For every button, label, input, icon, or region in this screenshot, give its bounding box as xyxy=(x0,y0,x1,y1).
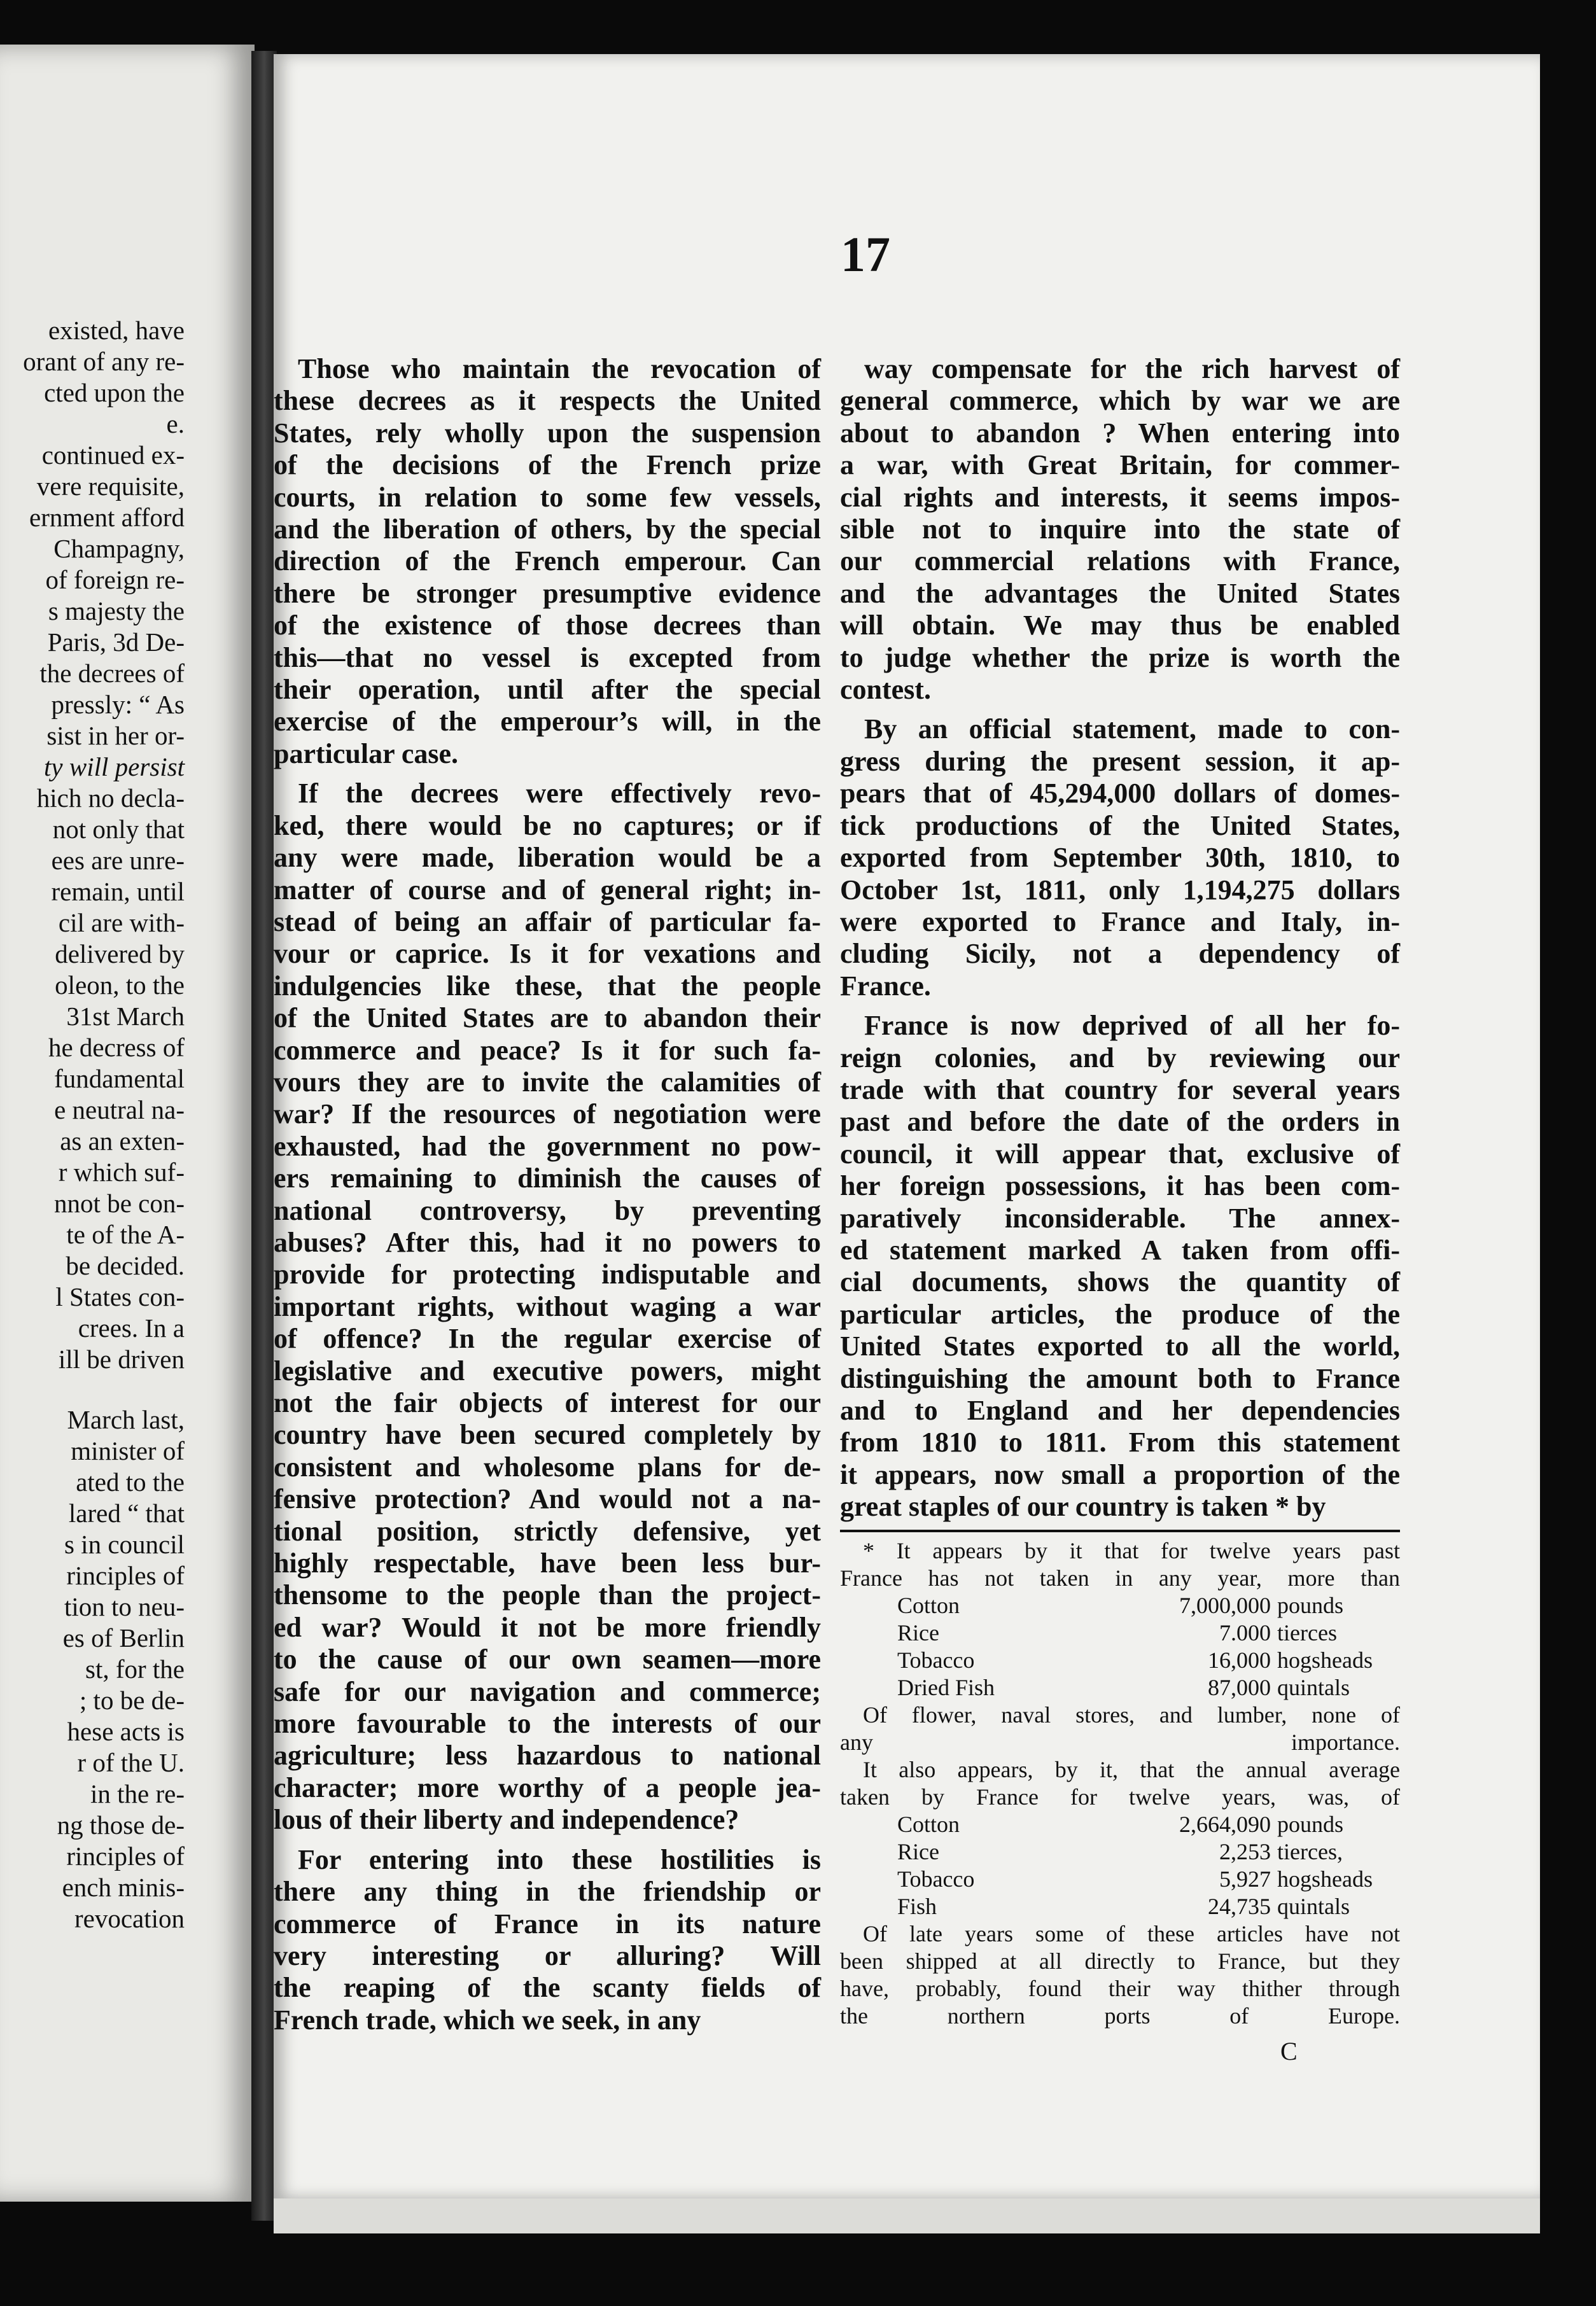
paragraph-gap xyxy=(274,1836,821,1844)
left-page-line: s majesty the xyxy=(48,596,185,625)
text-line: October 1st, 1811, only 1,194,275 dollars xyxy=(840,874,1400,905)
footnote-row xyxy=(897,1838,1400,1866)
text-line: consistent and wholesome plans for de- xyxy=(274,1451,821,1483)
text-line: a war, with Great Britain, for commer- xyxy=(840,449,1400,481)
footnote-line: been shipped at all directly to France, but they xyxy=(840,1948,1400,1974)
footnote-rule xyxy=(840,1530,1400,1532)
text-line: to the cause of our own seamen—more xyxy=(274,1644,821,1675)
paragraph xyxy=(274,778,821,1836)
paragraph-gap xyxy=(840,706,1400,713)
paragraph-gap xyxy=(274,770,821,778)
left-page-gap xyxy=(0,1375,185,1404)
footnote-cell-amount: 24,735 xyxy=(1208,1893,1271,1919)
left-page-line: as an exten- xyxy=(60,1126,185,1156)
paragraph xyxy=(840,713,1400,1002)
text-line: cial rights and interests, it seems impos- xyxy=(840,481,1400,513)
text-line: cial documents, shows the quantity of xyxy=(840,1266,1400,1298)
text-line: way compensate for the rich harvest of xyxy=(864,353,1400,384)
text-line: trade with that country for several years xyxy=(840,1073,1400,1105)
left-page-line: ng those de- xyxy=(57,1810,185,1840)
footnote-line: have, probably, found their way thither through xyxy=(840,1975,1400,2001)
text-line: indulgencies like these, that the people xyxy=(274,970,821,1002)
signature-mark: C xyxy=(1280,2037,1298,2065)
footnote-line: any importance. xyxy=(840,1729,1400,1755)
text-line: her foreign possessions, it has been com- xyxy=(840,1170,1400,1202)
left-page-line: hese acts is xyxy=(67,1717,185,1746)
text-line: commerce and peace? Is it for such fa- xyxy=(274,1034,821,1066)
footnote-line: the northern ports of Europe. xyxy=(840,2002,1400,2029)
left-page-line: e. xyxy=(166,409,185,438)
footnote-cell-unit: hogsheads xyxy=(1277,1866,1373,1892)
left-page-line: sist in her or- xyxy=(46,721,185,750)
text-line: of offence? In the regular exercise of xyxy=(274,1323,821,1355)
text-line: agriculture; less hazardous to national xyxy=(274,1740,821,1771)
text-line: and the liberation of others, by the special xyxy=(274,514,821,545)
text-line: great staples of our country is taken * by xyxy=(840,1491,1326,1523)
footnote-cell-amount: 5,927 xyxy=(1219,1866,1271,1892)
text-line: particular case. xyxy=(274,737,459,769)
left-page-line: revocation xyxy=(74,1904,185,1933)
left-page-line: l States con- xyxy=(55,1282,185,1311)
text-line: exported from September 30th, 1810, to xyxy=(840,842,1400,874)
text-line: Those who maintain the revocation of xyxy=(298,353,821,384)
left-page-line: lared “ that xyxy=(68,1499,185,1528)
footnote-row xyxy=(897,1674,1400,1702)
left-page-line: oleon, to the xyxy=(55,970,185,1000)
footnote-cell-amount: 7.000 xyxy=(1219,1619,1271,1646)
text-line: more favourable to the interests of our xyxy=(274,1708,821,1740)
paragraph xyxy=(840,353,1400,706)
text-line: our commercial relations with France, xyxy=(840,545,1400,577)
left-page-line: pressly: “ As xyxy=(51,690,185,719)
footnote-cell-amount: 87,000 xyxy=(1208,1674,1271,1700)
text-line: States, rely wholly upon the suspension xyxy=(274,417,821,449)
left-page-line: nnot be con- xyxy=(54,1189,185,1218)
text-line: By an official statement, made to con- xyxy=(864,713,1400,745)
footnote-line: France has not taken in any year, more than xyxy=(840,1565,1400,1591)
text-line: French trade, which we seek, in any xyxy=(274,2004,701,2036)
text-column-left xyxy=(274,353,821,2036)
footnote-cell-unit: quintals xyxy=(1277,1674,1350,1700)
text-line: cluding Sicily, not a dependency of xyxy=(840,938,1400,970)
left-page-line: hich no decla- xyxy=(36,783,185,813)
text-line: tick productions of the United States, xyxy=(840,809,1400,841)
text-line: country have been secured completely by xyxy=(274,1419,821,1451)
text-line: distinguishing the amount both to France xyxy=(840,1362,1400,1394)
text-line: stead of being an affair of particular fa- xyxy=(274,905,821,937)
left-page-line: cil are with- xyxy=(58,908,185,937)
text-line: abuses? After this, had it no powers to xyxy=(274,1226,821,1258)
footnote-cell-unit: pounds xyxy=(1277,1592,1344,1618)
book-spine xyxy=(251,51,277,2221)
left-page-line: ated to the xyxy=(76,1467,185,1497)
text-line: fensive protection? And would not a na- xyxy=(274,1483,821,1515)
left-page-line: minister of xyxy=(71,1436,185,1465)
footnote-table xyxy=(897,1592,1400,1702)
text-line: and to England and her dependencies xyxy=(840,1395,1400,1426)
left-page-line: ernment afford xyxy=(29,503,185,532)
text-line: important rights, without waging a war xyxy=(274,1290,821,1322)
text-line: thensome to the people than the project- xyxy=(274,1579,821,1611)
left-page-line: not only that xyxy=(52,814,185,844)
left-page-line: the decrees of xyxy=(39,659,185,688)
text-line: council, it will appear that, exclusive of xyxy=(840,1138,1400,1170)
left-page-line: te of the A- xyxy=(66,1220,185,1249)
text-line: of the United States are to abandon their xyxy=(274,1002,821,1034)
text-line: ed war? Would it not be more friendly xyxy=(274,1611,821,1643)
footnote-row xyxy=(897,1811,1400,1838)
left-page-line: ees are unre- xyxy=(51,846,185,875)
text-line: highly respectable, have been less bur- xyxy=(274,1548,821,1579)
footnote-cell-unit: hogsheads xyxy=(1277,1647,1373,1673)
footnote-line: It also appears, by it, that the annual average xyxy=(863,1756,1400,1782)
left-page-line: Paris, 3d De- xyxy=(47,627,185,657)
text-line: the reaping of the scanty fields of xyxy=(274,1972,821,2004)
text-line: pears that of 45,294,000 dollars of domes- xyxy=(840,778,1400,809)
left-page-line: 31st March xyxy=(66,1002,185,1031)
footnote-row xyxy=(897,1619,1400,1647)
left-page-line: ench minis- xyxy=(62,1873,185,1902)
footnote-cell-amount: 7,000,000 xyxy=(1179,1592,1271,1618)
text-line: were exported to France and Italy, in- xyxy=(840,905,1400,937)
footnote-cell-unit: quintals xyxy=(1277,1893,1350,1919)
text-line: matter of course and of general right; in- xyxy=(274,874,821,905)
text-column-right xyxy=(840,353,1400,2030)
right-column-body xyxy=(840,353,1400,1523)
footnote-row xyxy=(897,1647,1400,1674)
text-line: safe for our navigation and commerce; xyxy=(274,1675,821,1707)
left-page-line: vere requisite, xyxy=(36,472,185,501)
text-line: reign colonies, and by reviewing our xyxy=(840,1042,1400,1073)
left-page-line: ty will persist xyxy=(44,752,185,781)
paragraph xyxy=(840,1010,1400,1523)
text-line: particular articles, the produce of the xyxy=(840,1298,1400,1330)
text-line: this—that no vessel is excepted from xyxy=(274,641,821,673)
left-page-line: be decided. xyxy=(66,1251,185,1280)
footnote-cell-amount: 2,664,090 xyxy=(1179,1811,1271,1837)
left-page-line: in the re- xyxy=(90,1779,185,1808)
footnote-cell-item: Tobacco xyxy=(897,1647,975,1673)
text-line: tional position, strictly defensive, yet xyxy=(274,1515,821,1547)
footnote-cell-amount: 16,000 xyxy=(1208,1647,1271,1673)
text-line: ked, there would be no captures; or if xyxy=(274,809,821,841)
left-page-line: ; to be de- xyxy=(79,1686,185,1715)
left-page-line: existed, have xyxy=(48,316,185,345)
text-line: France. xyxy=(840,970,931,1002)
page-number: 17 xyxy=(841,227,890,282)
text-line: direction of the French emperour. Can xyxy=(274,545,821,577)
text-line: about to abandon ? When entering into xyxy=(840,417,1400,449)
text-line: character; more worthy of a people jea- xyxy=(274,1771,821,1803)
footnote-cell-item: Dried Fish xyxy=(897,1674,995,1700)
footnote-cell-amount: 2,253 xyxy=(1219,1838,1271,1864)
footnote xyxy=(840,1537,1400,2030)
text-line: ed statement marked A taken from offi- xyxy=(840,1234,1400,1266)
paragraph xyxy=(274,1844,821,2036)
left-page-line: r of the U. xyxy=(77,1748,185,1777)
footnote-cell-item: Tobacco xyxy=(897,1866,975,1892)
text-line: any were made, liberation would be a xyxy=(274,842,821,874)
left-page-text xyxy=(0,315,185,1934)
footnote-cell-unit: tierces xyxy=(1277,1619,1337,1646)
text-line: France is now deprived of all her fo- xyxy=(864,1010,1400,1042)
text-line: If the decrees were effectively revo- xyxy=(298,778,821,809)
text-line: of the decisions of the French prize xyxy=(274,449,821,481)
text-line: to judge whether the prize is worth the xyxy=(840,641,1400,673)
text-line: vour or caprice. Is it for vexations and xyxy=(274,938,821,970)
left-page-line: cted upon the xyxy=(44,378,185,407)
footnote-line: Of late years some of these articles have not xyxy=(863,1920,1400,1946)
text-line: war? If the resources of negotiation were xyxy=(274,1098,821,1130)
left-page-line: e neutral na- xyxy=(54,1095,185,1124)
text-line: lous of their liberty and independence? xyxy=(274,1804,739,1836)
text-line: not the fair objects of interest for our xyxy=(274,1387,821,1418)
text-line: of the existence of those decrees than xyxy=(274,610,821,641)
left-page xyxy=(0,45,255,2202)
text-line: national controversy, by preventing xyxy=(274,1194,821,1226)
footnote-cell-unit: pounds xyxy=(1277,1811,1344,1837)
footnote-cell-item: Fish xyxy=(897,1893,937,1919)
left-page-line: st, for the xyxy=(85,1654,185,1684)
left-page-line: of foreign re- xyxy=(45,565,185,594)
text-line: courts, in relation to some few vessels, xyxy=(274,481,821,513)
footnote-cell-unit: tierces, xyxy=(1277,1838,1343,1864)
left-page-line: rinciples of xyxy=(66,1561,185,1590)
left-page-line: Champagny, xyxy=(53,534,185,563)
text-line: For entering into these hostilities is xyxy=(298,1843,821,1875)
text-line: from 1810 to 1811. From this statement xyxy=(840,1427,1400,1458)
footnote-table xyxy=(897,1811,1400,1920)
left-page-line: fundamental xyxy=(54,1064,185,1093)
left-page-line: es of Berlin xyxy=(62,1623,185,1653)
text-line: there any thing in the friendship or xyxy=(274,1876,821,1908)
left-page-line: ill be driven xyxy=(58,1345,185,1374)
paragraph xyxy=(274,353,821,770)
text-line: their operation, until after the special xyxy=(274,674,821,706)
left-page-line: s in council xyxy=(64,1530,185,1559)
text-line: there be stronger presumptive evidence xyxy=(274,577,821,609)
footnote-cell-item: Cotton xyxy=(897,1811,960,1837)
footnote-line: Of flower, naval stores, and lumber, none of xyxy=(863,1702,1400,1728)
left-page-line: continued ex- xyxy=(41,440,185,470)
left-page-line: March last, xyxy=(67,1405,185,1434)
text-line: legislative and executive powers, might xyxy=(274,1355,821,1387)
text-line: past and before the date of the orders in xyxy=(840,1106,1400,1138)
footnote-line: taken by France for twelve years, was, of xyxy=(840,1784,1400,1810)
left-page-line: remain, until xyxy=(51,877,185,906)
text-line: paratively inconsiderable. The annex- xyxy=(840,1202,1400,1234)
text-line: it appears, now small a proportion of the xyxy=(840,1458,1400,1490)
left-page-line: r which suf- xyxy=(58,1157,185,1187)
text-line: contest. xyxy=(840,674,931,706)
left-page-line: he decress of xyxy=(48,1033,185,1062)
footnote-cell-item: Cotton xyxy=(897,1592,960,1618)
text-line: provide for protecting indisputable and xyxy=(274,1259,821,1290)
text-line: very interesting or alluring? Will xyxy=(274,1939,821,1971)
text-line: general commerce, which by war we are xyxy=(840,385,1400,417)
text-line: and the advantages the United States xyxy=(840,577,1400,609)
footnote-row xyxy=(897,1592,1400,1619)
text-line: United States exported to all the world, xyxy=(840,1331,1400,1362)
text-line: gress during the present session, it ap- xyxy=(840,745,1400,777)
text-line: exhausted, had the government no pow- xyxy=(274,1130,821,1162)
left-page-line: orant of any re- xyxy=(23,347,185,376)
text-line: these decrees as it respects the United xyxy=(274,385,821,417)
text-line: sible not to inquire into the state of xyxy=(840,514,1400,545)
main-page xyxy=(274,54,1540,2198)
footnote-cell-item: Rice xyxy=(897,1619,939,1646)
paragraph-gap xyxy=(840,1002,1400,1010)
text-line: commerce of France in its nature xyxy=(274,1908,821,1939)
left-page-line: crees. In a xyxy=(78,1313,185,1343)
left-page-line: delivered by xyxy=(55,939,185,968)
footnote-row xyxy=(897,1866,1400,1893)
left-page-line: rinciples of xyxy=(66,1841,185,1871)
footnote-cell-item: Rice xyxy=(897,1838,939,1864)
text-line: exercise of the emperour’s will, in the xyxy=(274,706,821,737)
footnote-row xyxy=(897,1893,1400,1920)
text-line: will obtain. We may thus be enabled xyxy=(840,610,1400,641)
left-page-line: tion to neu- xyxy=(64,1592,185,1621)
footnote-line: * It appears by it that for twelve years past xyxy=(863,1537,1400,1563)
text-line: ers remaining to diminish the causes of xyxy=(274,1163,821,1194)
text-line: vours they are to invite the calamities of xyxy=(274,1066,821,1098)
